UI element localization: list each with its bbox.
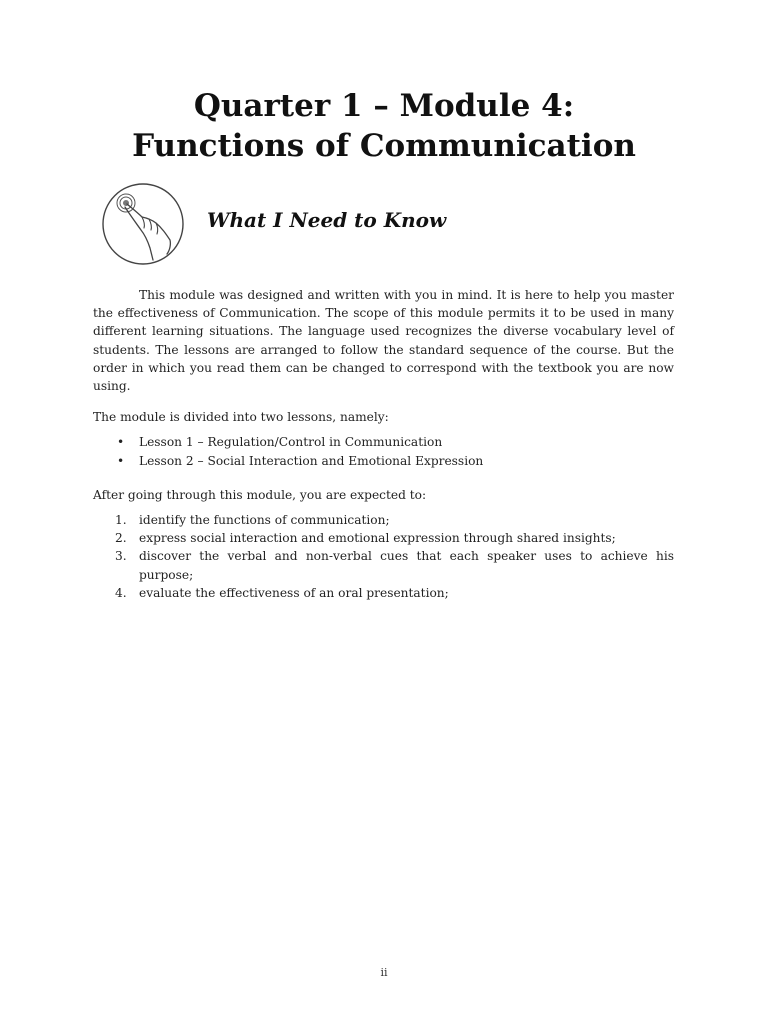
- objective-text: discover the verbal and non-verbal cues that each speaker uses to achieve his purpose;: [139, 549, 674, 582]
- objective-number: 3.: [115, 549, 127, 564]
- objective-item: [93, 584, 674, 602]
- lesson-text: Lesson 2 – Social Interaction and Emotional Expression: [139, 454, 484, 468]
- objective-number: 2.: [115, 531, 127, 546]
- objective-number: 1.: [115, 513, 127, 527]
- objectives-list: [93, 511, 674, 602]
- lessons-intro: The module is divided into two lessons, namely:: [93, 410, 389, 424]
- objective-text: identify the functions of communication;: [139, 513, 390, 527]
- lesson-item: [93, 452, 674, 471]
- objectives-intro: After going through this module, you are expected to:: [93, 488, 427, 502]
- objective-text: evaluate the effectiveness of an oral presentation;: [139, 585, 449, 600]
- title-line-2: Functions of Communication: [132, 128, 636, 164]
- objective-item: [93, 529, 674, 547]
- intro-paragraph: This module was designed and written with you in mind. It is here to help you master the effectiveness of Communication. The scope of this module permits it to be used in many different learning situations. The language used recognizes the diverse vocabulary level of students. The lessons are arranged to follow the standard sequence of the course. But the order in which you read them can be changed to correspond with the textbook you are now using.: [93, 288, 674, 394]
- objective-item: [93, 511, 674, 529]
- lesson-list: [93, 433, 674, 471]
- objective-text: express social interaction and emotional expression through shared insights;: [139, 531, 616, 546]
- section-header: [100, 182, 680, 266]
- page-number: ii: [380, 966, 388, 979]
- bullet-icon: •: [117, 454, 125, 468]
- lesson-item: [93, 433, 674, 452]
- hand-pointing-button-icon: [100, 182, 186, 266]
- title-line-1: Quarter 1 – Module 4:: [193, 88, 575, 124]
- module-title: [0, 86, 768, 166]
- objective-item: [93, 547, 674, 583]
- bullet-icon: •: [117, 435, 125, 449]
- section-title: What I Need to Know: [207, 208, 447, 232]
- objective-number: 4.: [115, 585, 127, 600]
- lesson-text: Lesson 1 – Regulation/Control in Communication: [139, 435, 443, 449]
